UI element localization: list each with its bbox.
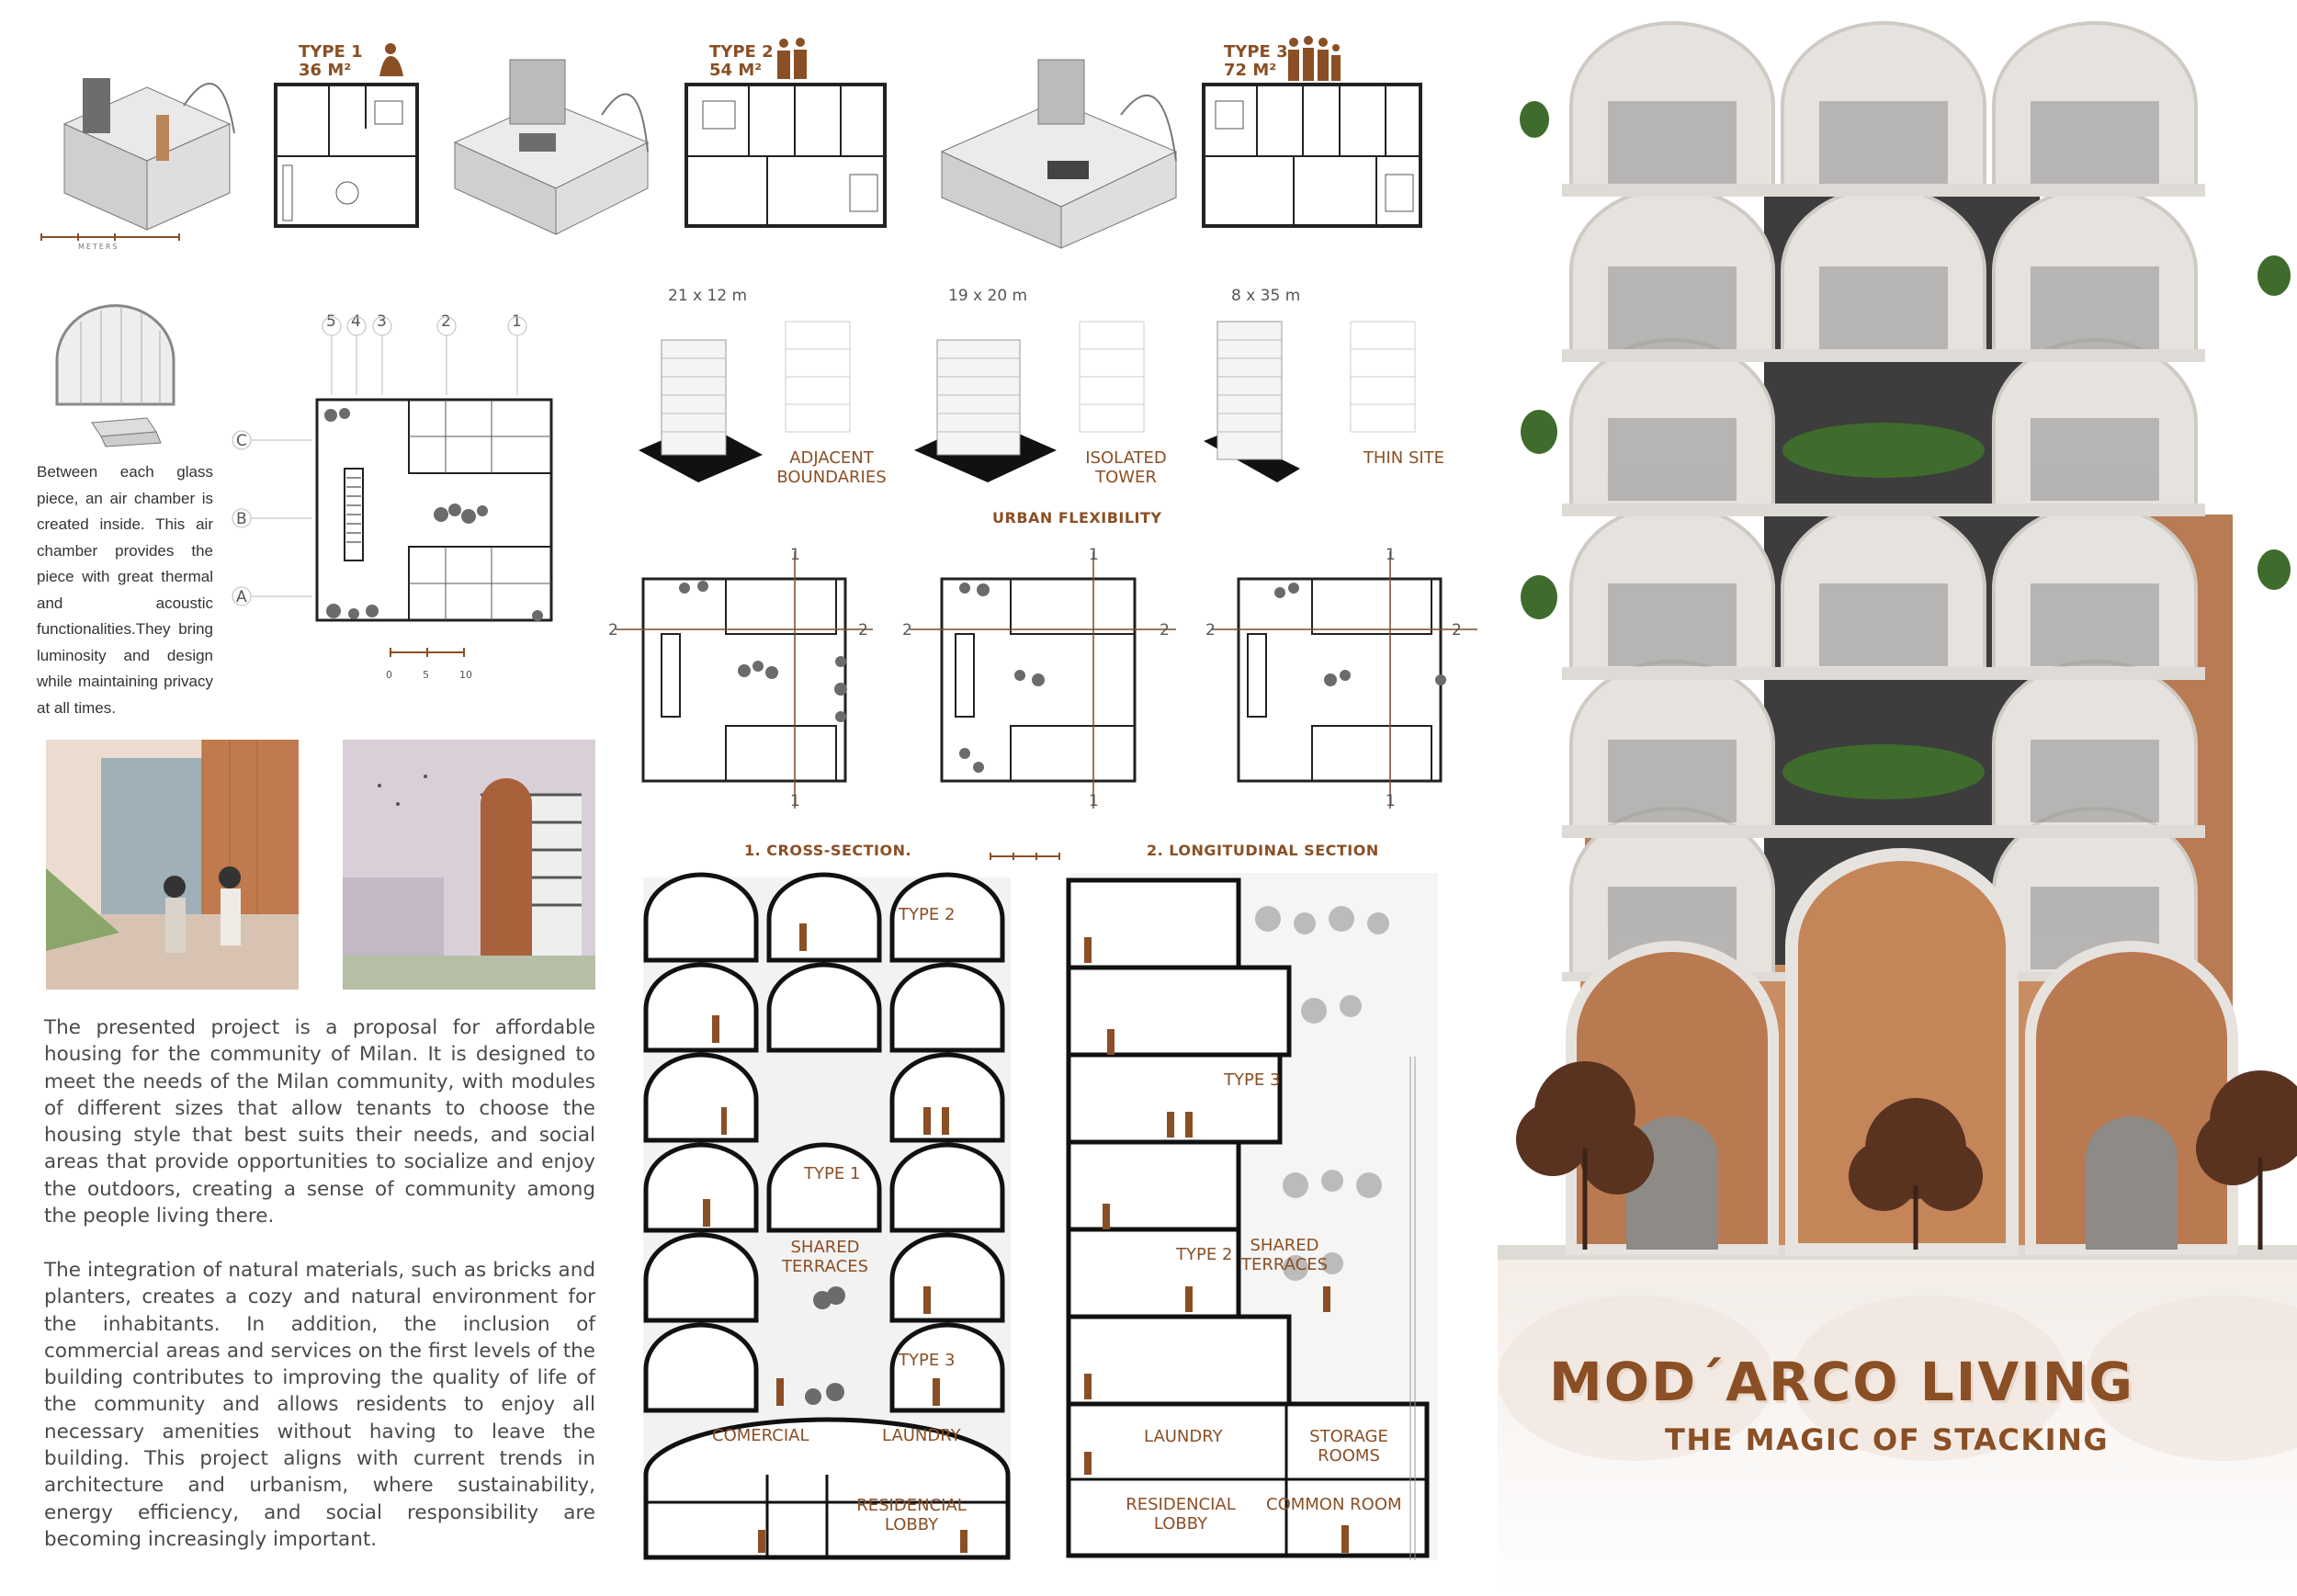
type3-area: 72 M² bbox=[1224, 61, 1277, 80]
cross-type2: TYPE 2 bbox=[899, 905, 956, 924]
cross-comercial: COMERCIAL bbox=[712, 1426, 809, 1445]
cross-type1: TYPE 1 bbox=[804, 1164, 861, 1183]
flex3-mark-1b: 1 bbox=[1386, 792, 1396, 810]
grid-col-1: 1 bbox=[512, 312, 522, 331]
site3-label: THIN SITE bbox=[1363, 448, 1445, 468]
longitudinal-section-drawing bbox=[1066, 873, 1443, 1562]
flex1-mark-2a: 2 bbox=[608, 621, 618, 640]
grid-col-5: 5 bbox=[326, 312, 336, 331]
render-entrance bbox=[46, 740, 299, 990]
grid-row-c: C bbox=[236, 432, 247, 450]
type1-name: TYPE 1 bbox=[299, 42, 363, 62]
long-shared: SHARED TERRACES bbox=[1240, 1236, 1329, 1274]
grid-col-2: 2 bbox=[441, 312, 451, 331]
render-street bbox=[343, 740, 595, 990]
site3-dims: 8 x 35 m bbox=[1231, 287, 1301, 305]
type3-name: TYPE 3 bbox=[1224, 42, 1288, 62]
long-storage: STORAGE ROOMS bbox=[1309, 1427, 1388, 1466]
type1-area: 36 M² bbox=[299, 61, 352, 80]
site1-label: ADJACENT BOUNDARIES bbox=[776, 448, 887, 487]
plan-type3 bbox=[1202, 83, 1422, 228]
site1-dims: 21 x 12 m bbox=[668, 287, 748, 305]
grid-col-3: 3 bbox=[377, 312, 387, 331]
scale-bar-label: METERS bbox=[78, 243, 119, 251]
glass-note: Between each glass piece, an air chamber is created inside. This air chamber provides the piece with great thermal and acoustic functionalities.They bring luminosity and design while maintaining privacy at all times. bbox=[37, 463, 213, 717]
type2-area: 54 M² bbox=[709, 61, 763, 80]
cross-laundry: LAUNDRY bbox=[882, 1426, 961, 1445]
plan-scale-0: 0 bbox=[386, 669, 392, 681]
long-type3: TYPE 3 bbox=[1224, 1070, 1281, 1090]
flex1-mark-2b: 2 bbox=[858, 621, 868, 640]
flex1-mark-1b: 1 bbox=[790, 792, 800, 810]
main-title: MOD´ARCO LIVING bbox=[1549, 1351, 2134, 1413]
sub-title: THE MAGIC OF STACKING bbox=[1665, 1422, 2110, 1457]
iso-unit-type2 bbox=[446, 51, 652, 234]
plan-scale-10: 10 bbox=[459, 669, 472, 681]
flex2-mark-1a: 1 bbox=[1089, 546, 1099, 564]
type1-heading bbox=[299, 43, 363, 80]
flex3-mark-2a: 2 bbox=[1205, 621, 1216, 640]
ground-floor-plan bbox=[225, 312, 593, 681]
flex2-mark-1b: 1 bbox=[1089, 792, 1099, 810]
description-p1: The presented project is a proposal for affordable housing for the community of Milan. It is designed to meet the needs of the Milan community, with modules of different sizes that allow tenants to choose the housing style that best suits their needs, and social areas that provide opportunities to socialize and enjoy the outdoors, creating a sense of community among the people living there. bbox=[44, 1016, 595, 1228]
longitudinal-section-title: 2. LONGITUDINAL SECTION bbox=[1147, 842, 1379, 859]
cross-shared: SHARED TERRACES bbox=[781, 1238, 869, 1276]
glass-block-detail bbox=[83, 413, 165, 450]
grid-row-a: A bbox=[236, 588, 247, 606]
long-laundry: LAUNDRY bbox=[1144, 1427, 1223, 1446]
iso-unit-type1 bbox=[46, 51, 239, 234]
long-type2: TYPE 2 bbox=[1176, 1245, 1233, 1264]
flex2-mark-2b: 2 bbox=[1160, 621, 1170, 640]
plan-type2 bbox=[685, 83, 887, 228]
scale-bar-top bbox=[41, 230, 188, 257]
type2-heading bbox=[709, 43, 774, 80]
iso-unit-type3 bbox=[937, 51, 1181, 248]
flex-plan-2 bbox=[902, 546, 1176, 810]
cross-lobby: RESIDENCIAL LOBBY bbox=[856, 1496, 967, 1534]
section-scale bbox=[990, 851, 1064, 869]
cross-section-drawing bbox=[639, 868, 1015, 1562]
type3-heading bbox=[1224, 43, 1288, 80]
type2-name: TYPE 2 bbox=[709, 42, 774, 62]
grid-col-4: 4 bbox=[351, 312, 361, 331]
flex3-mark-1a: 1 bbox=[1386, 546, 1396, 564]
long-common: COMMON ROOM bbox=[1266, 1495, 1402, 1514]
site2-label: ISOLATED TOWER bbox=[1085, 448, 1167, 487]
long-lobby: RESIDENCIAL LOBBY bbox=[1126, 1495, 1236, 1534]
grid-row-b: B bbox=[236, 510, 247, 528]
flex2-mark-2a: 2 bbox=[902, 621, 912, 640]
site2-dims: 19 x 20 m bbox=[948, 287, 1028, 305]
urban-flexibility-title: URBAN FLEXIBILITY bbox=[992, 509, 1162, 526]
flex-plan-1 bbox=[608, 546, 873, 810]
plan-scale-5: 5 bbox=[423, 669, 429, 681]
cross-type3: TYPE 3 bbox=[899, 1351, 956, 1370]
flex1-mark-1a: 1 bbox=[790, 546, 800, 564]
flex3-mark-2b: 2 bbox=[1452, 621, 1462, 640]
flex-plan-3 bbox=[1205, 546, 1477, 810]
cross-section-title: 1. CROSS-SECTION. bbox=[744, 842, 912, 859]
description-p2: The integration of natural materials, such as bricks and planters, creates a cozy and natural environment for the inhabitants. In addition, the inclusion of commercial areas and services on the first levels of the building contributes to improving the quality of life of the community and allows residents to enjoy all necessary amenities without having to leave the building. This project aligns with current trends in architecture and urbanism, where sustainability, energy efficiency, and social responsibility are becoming increasingly important. bbox=[44, 1259, 595, 1551]
plan-type1 bbox=[274, 83, 419, 228]
glass-block-elevation bbox=[53, 303, 177, 409]
